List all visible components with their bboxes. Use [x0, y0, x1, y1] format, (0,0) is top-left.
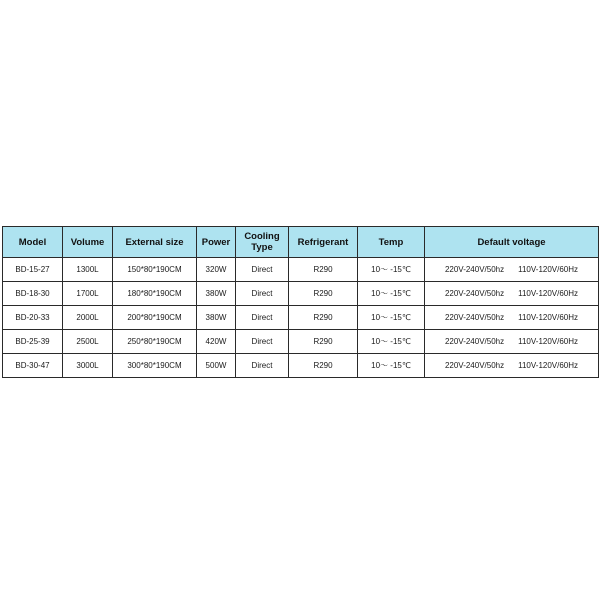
voltage-60hz: 110V-120V/60Hz [518, 289, 579, 298]
voltage-50hz: 220V-240V/50hz [444, 265, 505, 274]
cell-volume: 1700L [63, 282, 113, 306]
cell-temp: 10～ -15℃ [358, 354, 425, 378]
header-external-size: External size [113, 227, 197, 258]
table-row [3, 354, 599, 378]
header-refrigerant: Refrigerant [289, 227, 358, 258]
cell-default-voltage [425, 306, 599, 330]
cell-power: 500W [197, 354, 236, 378]
spec-table [2, 226, 599, 378]
cell-refrigerant: R290 [289, 282, 358, 306]
cell-temp: 10～ -15℃ [358, 258, 425, 282]
cell-model: BD-25-39 [3, 330, 63, 354]
cell-model: BD-18-30 [3, 282, 63, 306]
table-row [3, 282, 599, 306]
cell-temp: 10～ -15℃ [358, 330, 425, 354]
cell-cooling-type: Direct [236, 354, 289, 378]
cell-cooling-type: Direct [236, 282, 289, 306]
cell-power: 380W [197, 306, 236, 330]
cell-external-size: 200*80*190CM [113, 306, 197, 330]
cell-refrigerant: R290 [289, 330, 358, 354]
cell-power: 420W [197, 330, 236, 354]
voltage-60hz: 110V-120V/60Hz [518, 313, 579, 322]
voltage-60hz: 110V-120V/60Hz [518, 337, 579, 346]
voltage-60hz: 110V-120V/60Hz [518, 265, 579, 274]
cell-model: BD-20-33 [3, 306, 63, 330]
cell-cooling-type: Direct [236, 258, 289, 282]
cell-default-voltage [425, 330, 599, 354]
header-power: Power [197, 227, 236, 258]
cell-cooling-type: Direct [236, 306, 289, 330]
cell-model: BD-30-47 [3, 354, 63, 378]
cell-volume: 2500L [63, 330, 113, 354]
cell-refrigerant: R290 [289, 306, 358, 330]
voltage-50hz: 220V-240V/50hz [444, 289, 505, 298]
table-header [3, 227, 599, 258]
cell-model: BD-15-27 [3, 258, 63, 282]
cell-power: 380W [197, 282, 236, 306]
cell-volume: 1300L [63, 258, 113, 282]
table-row [3, 330, 599, 354]
header-cooling-type: Cooling Type [236, 227, 289, 258]
voltage-50hz: 220V-240V/50hz [444, 313, 505, 322]
cell-default-voltage [425, 282, 599, 306]
cell-external-size: 180*80*190CM [113, 282, 197, 306]
cell-external-size: 250*80*190CM [113, 330, 197, 354]
table-row [3, 258, 599, 282]
table-body [3, 258, 599, 378]
cell-power: 320W [197, 258, 236, 282]
header-volume: Volume [63, 227, 113, 258]
header-model: Model [3, 227, 63, 258]
table-row [3, 306, 599, 330]
voltage-50hz: 220V-240V/50hz [444, 337, 505, 346]
cell-volume: 2000L [63, 306, 113, 330]
cell-volume: 3000L [63, 354, 113, 378]
cell-external-size: 150*80*190CM [113, 258, 197, 282]
voltage-60hz: 110V-120V/60Hz [518, 361, 579, 370]
header-temp: Temp [358, 227, 425, 258]
cell-default-voltage [425, 354, 599, 378]
cell-external-size: 300*80*190CM [113, 354, 197, 378]
header-row [3, 227, 599, 258]
cell-temp: 10～ -15℃ [358, 282, 425, 306]
cell-refrigerant: R290 [289, 354, 358, 378]
header-default-voltage: Default voltage [425, 227, 599, 258]
cell-cooling-type: Direct [236, 330, 289, 354]
cell-default-voltage [425, 258, 599, 282]
cell-temp: 10～ -15℃ [358, 306, 425, 330]
voltage-50hz: 220V-240V/50hz [444, 361, 505, 370]
cell-refrigerant: R290 [289, 258, 358, 282]
